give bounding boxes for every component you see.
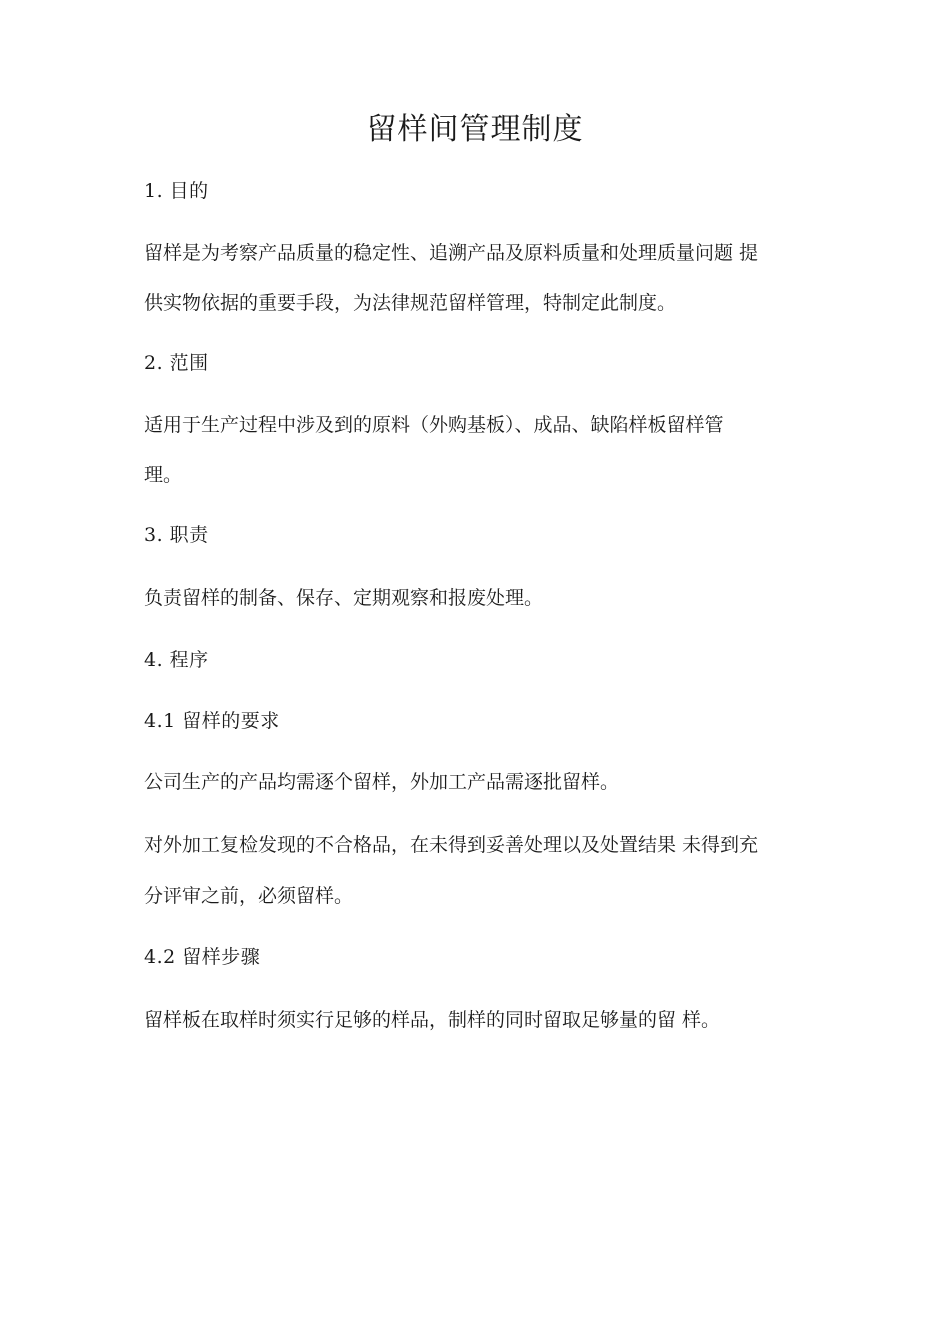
subsection-heading-requirements: 4.1 留样的要求 (144, 710, 280, 732)
paragraph-line: 负责留样的制备、保存、定期观察和报废处理。 (144, 587, 544, 609)
paragraph-line: 供实物依据的重要手段，为法律规范留样管理，特制定此制度。 (144, 292, 677, 314)
section-heading-procedure: 4. 程序 (144, 649, 209, 671)
paragraph-line: 公司生产的产品均需逐个留样，外加工产品需逐批留样。 (144, 771, 620, 793)
paragraph-line: 留样是为考察产品质量的稳定性、追溯产品及原料质量和处理质量问题 提 (144, 242, 759, 264)
section-heading-purpose: 1. 目的 (144, 180, 209, 202)
section-heading-scope: 2. 范围 (144, 352, 209, 374)
subsection-heading-steps: 4.2 留样步骤 (144, 946, 261, 968)
paragraph-line: 适用于生产过程中涉及到的原料（外购基板）、成品、缺陷样板留样管 (144, 414, 724, 436)
paragraph-line: 留样板在取样时须实行足够的样品，制样的同时留取足够量的留 样。 (144, 1009, 721, 1031)
document-title: 留样间管理制度 (366, 112, 584, 147)
paragraph-line: 分评审之前，必须留样。 (144, 885, 354, 907)
paragraph-line: 理。 (144, 464, 183, 486)
section-heading-duties: 3. 职责 (144, 524, 209, 546)
paragraph-line: 对外加工复检发现的不合格品，在未得到妥善处理以及处置结果 未得到充 (144, 834, 759, 856)
